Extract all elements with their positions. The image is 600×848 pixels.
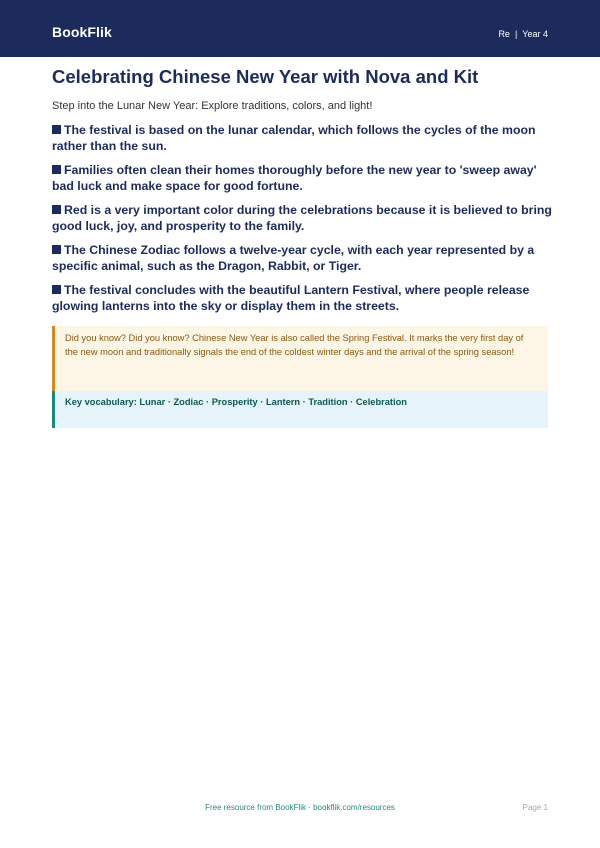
page-header bbox=[0, 0, 600, 57]
page-number: Page 1 bbox=[522, 803, 548, 812]
square-bullet-icon bbox=[52, 245, 61, 254]
square-bullet-icon bbox=[52, 285, 61, 294]
fact-item bbox=[52, 282, 552, 314]
callout-text: Did you know? Did you know? Chinese New Year is also called the Spring Festival. It marks the very first day of the new moon and traditionally signals the end of the coldest winter days and the arrival of the spring season! bbox=[65, 333, 524, 357]
footer-resource-link[interactable]: Free resource from BookFlik · bookflik.com/resources bbox=[205, 803, 395, 812]
page-subtitle: Step into the Lunar New Year: Explore traditions, colors, and light! bbox=[52, 100, 373, 112]
header-meta-left: Re bbox=[498, 29, 510, 39]
vocabulary-text: Key vocabulary: Lunar · Zodiac · Prosperity · Lantern · Tradition · Celebration bbox=[65, 397, 407, 407]
square-bullet-icon bbox=[52, 165, 61, 174]
brand-logo[interactable]: BookFlik bbox=[52, 24, 112, 40]
fact-item bbox=[52, 202, 552, 234]
header-meta-separator: | bbox=[514, 29, 518, 39]
fact-text: The festival concludes with the beautiful Lantern Festival, where people release glowing lanterns into the sky or display them in the streets. bbox=[52, 283, 530, 313]
square-bullet-icon bbox=[52, 125, 61, 134]
fact-text: The Chinese Zodiac follows a twelve-year cycle, with each year represented by a specific animal, such as the Dragon, Rabbit, or Tiger. bbox=[52, 243, 535, 273]
fact-list bbox=[52, 122, 552, 322]
square-bullet-icon bbox=[52, 205, 61, 214]
header-meta bbox=[498, 28, 548, 40]
header-meta-grade: Year 4 bbox=[522, 29, 548, 39]
fact-item bbox=[52, 162, 552, 194]
page-title: Celebrating Chinese New Year with Nova and Kit bbox=[52, 66, 479, 87]
did-you-know-callout bbox=[52, 326, 548, 391]
fact-item bbox=[52, 242, 552, 274]
fact-text: The festival is based on the lunar calendar, which follows the cycles of the moon rather than the sun. bbox=[52, 123, 536, 153]
fact-item bbox=[52, 122, 552, 154]
key-vocabulary-box bbox=[52, 391, 548, 428]
fact-text: Families often clean their homes thoroughly before the new year to 'sweep away' bad luck and make space for good fortune. bbox=[52, 163, 537, 193]
fact-text: Red is a very important color during the celebrations because it is believed to bring good luck, joy, and prosperity to the family. bbox=[52, 203, 552, 233]
